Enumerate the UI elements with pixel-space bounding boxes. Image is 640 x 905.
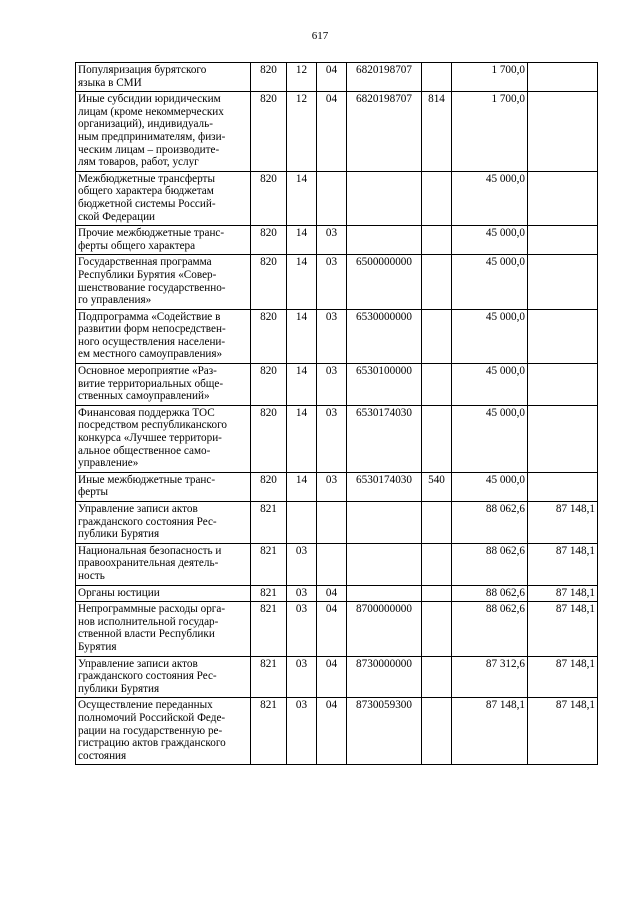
amount-cell: 88 062,6: [452, 543, 528, 585]
expense-type-cell: [422, 543, 452, 585]
item-name-cell: [76, 364, 251, 406]
item-name-line: ческим лицам – производите-: [78, 143, 220, 156]
expense-type-cell: [422, 656, 452, 698]
item-name-line: посредством республиканского: [78, 419, 228, 432]
section-cell: 12: [287, 92, 317, 172]
item-name-cell: [76, 405, 251, 472]
table-row: [76, 502, 598, 544]
target-article-cell: [347, 585, 422, 602]
item-name-line: Непрограммные расходы орга-: [78, 603, 226, 616]
item-name-line: Иные субсидии юридическим: [78, 93, 221, 106]
section-cell: 14: [287, 255, 317, 309]
item-name-line: языка в СМИ: [78, 76, 142, 89]
subsection-cell: 04: [317, 63, 347, 92]
item-name-line: организаций), индивидуаль-: [78, 118, 213, 131]
ved-cell: 820: [251, 92, 287, 172]
item-name-line: гражданского состояния Рес-: [78, 670, 217, 683]
item-name-line: лицам (кроме некоммерческих: [78, 105, 224, 118]
section-cell: 14: [287, 364, 317, 406]
target-article-cell: 6530000000: [347, 309, 422, 363]
amount-cell: 88 062,6: [452, 602, 528, 656]
item-name-line: Финансовая поддержка ТОС: [78, 406, 215, 419]
amount-cell: 45 000,0: [452, 255, 528, 309]
table-row: [76, 602, 598, 656]
ved-cell: 820: [251, 405, 287, 472]
expense-type-cell: 540: [422, 472, 452, 501]
target-article-cell: [347, 543, 422, 585]
amount-next-cell: 87 148,1: [528, 656, 598, 698]
target-article-cell: [347, 226, 422, 255]
amount-next-cell: [528, 226, 598, 255]
amount-next-cell: [528, 63, 598, 92]
item-name-cell: [76, 226, 251, 255]
section-cell: [287, 502, 317, 544]
table-row: [76, 656, 598, 698]
item-name-line: бюджетной системы Россий-: [78, 197, 216, 210]
item-name-line: ственных самоуправлений»: [78, 390, 210, 403]
item-name-line: Подпрограмма «Содействие в: [78, 310, 221, 323]
section-cell: 03: [287, 698, 317, 765]
ved-cell: 820: [251, 226, 287, 255]
item-name-line: Управление записи актов: [78, 657, 198, 670]
item-name-line: Государственная программа: [78, 256, 212, 269]
amount-cell: 45 000,0: [452, 226, 528, 255]
item-name-line: Бурятия: [78, 640, 117, 653]
subsection-cell: [317, 543, 347, 585]
target-article-cell: 8700000000: [347, 602, 422, 656]
subsection-cell: 04: [317, 585, 347, 602]
budget-table-body: [76, 63, 598, 765]
subsection-cell: 04: [317, 602, 347, 656]
amount-cell: 88 062,6: [452, 585, 528, 602]
expense-type-cell: [422, 698, 452, 765]
item-name-cell: [76, 92, 251, 172]
table-row: [76, 543, 598, 585]
section-cell: 03: [287, 602, 317, 656]
section-cell: 03: [287, 656, 317, 698]
item-name-cell: [76, 309, 251, 363]
amount-next-cell: [528, 255, 598, 309]
expense-type-cell: [422, 63, 452, 92]
amount-next-cell: 87 148,1: [528, 698, 598, 765]
item-name-line: конкурса «Лучшее территори-: [78, 432, 222, 445]
amount-cell: 45 000,0: [452, 309, 528, 363]
budget-table: [75, 62, 598, 765]
item-name-line: гражданского состояния Рес-: [78, 515, 217, 528]
amount-next-cell: [528, 364, 598, 406]
subsection-cell: 03: [317, 309, 347, 363]
ved-cell: 820: [251, 171, 287, 225]
item-name-cell: [76, 472, 251, 501]
subsection-cell: 03: [317, 405, 347, 472]
section-cell: 03: [287, 585, 317, 602]
amount-cell: 45 000,0: [452, 171, 528, 225]
ved-cell: 821: [251, 602, 287, 656]
table-row: [76, 226, 598, 255]
item-name-cell: [76, 255, 251, 309]
amount-next-cell: 87 148,1: [528, 502, 598, 544]
item-name-line: лям товаров, работ, услуг: [78, 156, 199, 169]
item-name-line: публики Бурятия: [78, 528, 160, 541]
item-name-line: Осуществление переданных: [78, 699, 213, 712]
item-name-line: ской Федерации: [78, 210, 156, 223]
expense-type-cell: [422, 502, 452, 544]
section-cell: 14: [287, 309, 317, 363]
item-name-cell: [76, 602, 251, 656]
section-cell: 14: [287, 226, 317, 255]
item-name-line: ферты общего характера: [78, 239, 196, 252]
amount-next-cell: [528, 309, 598, 363]
item-name-line: ного осуществления населени-: [78, 335, 226, 348]
section-cell: 14: [287, 472, 317, 501]
item-name-line: шенствование государственно-: [78, 281, 226, 294]
target-article-cell: 6820198707: [347, 63, 422, 92]
expense-type-cell: [422, 171, 452, 225]
section-cell: 12: [287, 63, 317, 92]
section-cell: 14: [287, 405, 317, 472]
item-name-line: ферты: [78, 486, 109, 499]
item-name-line: Органы юстиции: [78, 586, 160, 599]
amount-next-cell: [528, 171, 598, 225]
item-name-line: ственной власти Республики: [78, 628, 215, 641]
target-article-cell: 6500000000: [347, 255, 422, 309]
target-article-cell: 6820198707: [347, 92, 422, 172]
item-name-line: Межбюджетные трансферты: [78, 172, 215, 185]
expense-type-cell: 814: [422, 92, 452, 172]
item-name-line: Управление записи актов: [78, 503, 198, 515]
subsection-cell: 04: [317, 92, 347, 172]
subsection-cell: 03: [317, 226, 347, 255]
item-name-cell: [76, 543, 251, 585]
item-name-line: ем местного самоуправления»: [78, 348, 223, 361]
table-row: [76, 698, 598, 765]
amount-next-cell: [528, 92, 598, 172]
expense-type-cell: [422, 602, 452, 656]
item-name-line: Прочие межбюджетные транс-: [78, 227, 225, 240]
item-name-cell: [76, 656, 251, 698]
item-name-line: витие территориальных обще-: [78, 377, 224, 390]
table-row: [76, 255, 598, 309]
amount-cell: 87 148,1: [452, 698, 528, 765]
table-row: [76, 92, 598, 172]
item-name-line: правоохранительная деятель-: [78, 557, 219, 570]
expense-type-cell: [422, 405, 452, 472]
item-name-line: управление»: [78, 457, 139, 470]
ved-cell: 821: [251, 502, 287, 544]
ved-cell: 820: [251, 472, 287, 501]
section-cell: 14: [287, 171, 317, 225]
table-row: [76, 309, 598, 363]
ved-cell: 821: [251, 698, 287, 765]
item-name-cell: [76, 171, 251, 225]
subsection-cell: 03: [317, 255, 347, 309]
expense-type-cell: [422, 585, 452, 602]
item-name-line: ность: [78, 569, 105, 582]
item-name-line: го управления»: [78, 294, 152, 307]
item-name-line: полномочий Российской Феде-: [78, 711, 226, 724]
subsection-cell: 03: [317, 364, 347, 406]
ved-cell: 820: [251, 309, 287, 363]
target-article-cell: 6530100000: [347, 364, 422, 406]
subsection-cell: 04: [317, 656, 347, 698]
expense-type-cell: [422, 255, 452, 309]
amount-next-cell: 87 148,1: [528, 602, 598, 656]
section-cell: 03: [287, 543, 317, 585]
amount-cell: 1 700,0: [452, 63, 528, 92]
item-name-line: Республики Бурятия «Совер-: [78, 268, 217, 281]
expense-type-cell: [422, 309, 452, 363]
item-name-line: Иные межбюджетные транс-: [78, 473, 216, 486]
item-name-line: состояния: [78, 749, 127, 762]
amount-cell: 88 062,6: [452, 502, 528, 544]
target-article-cell: 6530174030: [347, 472, 422, 501]
expense-type-cell: [422, 364, 452, 406]
item-name-line: нов исполнительной государ-: [78, 615, 219, 628]
subsection-cell: [317, 171, 347, 225]
amount-cell: 45 000,0: [452, 472, 528, 501]
target-article-cell: 8730000000: [347, 656, 422, 698]
subsection-cell: [317, 502, 347, 544]
item-name-cell: [76, 63, 251, 92]
amount-cell: 1 700,0: [452, 92, 528, 172]
table-row: [76, 472, 598, 501]
ved-cell: 820: [251, 63, 287, 92]
subsection-cell: 03: [317, 472, 347, 501]
item-name-cell: [76, 698, 251, 765]
target-article-cell: [347, 502, 422, 544]
item-name-cell: [76, 502, 251, 544]
page-number: 617: [311, 30, 329, 42]
item-name-line: Основное мероприятие «Раз-: [78, 365, 217, 378]
amount-cell: 45 000,0: [452, 364, 528, 406]
table-row: [76, 171, 598, 225]
table-row: [76, 585, 598, 602]
table-row: [76, 364, 598, 406]
amount-next-cell: [528, 405, 598, 472]
amount-next-cell: [528, 472, 598, 501]
item-name-line: общего характера бюджетам: [78, 185, 214, 198]
ved-cell: 821: [251, 543, 287, 585]
item-name-line: публики Бурятия: [78, 682, 160, 695]
ved-cell: 821: [251, 585, 287, 602]
expense-type-cell: [422, 226, 452, 255]
item-name-line: рации на государственную ре-: [78, 724, 223, 737]
item-name-line: альное общественное само-: [78, 444, 211, 457]
item-name-cell: [76, 585, 251, 602]
target-article-cell: 8730059300: [347, 698, 422, 765]
amount-next-cell: 87 148,1: [528, 543, 598, 585]
ved-cell: 821: [251, 656, 287, 698]
ved-cell: 820: [251, 364, 287, 406]
table-row: [76, 63, 598, 92]
item-name-line: Популяризация бурятского: [78, 64, 207, 76]
subsection-cell: 04: [317, 698, 347, 765]
item-name-line: развитии форм непосредствен-: [78, 323, 226, 336]
item-name-line: Национальная безопасность и: [78, 544, 222, 557]
table-row: [76, 405, 598, 472]
target-article-cell: [347, 171, 422, 225]
target-article-cell: 6530174030: [347, 405, 422, 472]
item-name-line: ным предпринимателям, физи-: [78, 130, 226, 143]
item-name-line: гистрацию актов гражданского: [78, 737, 226, 750]
amount-cell: 87 312,6: [452, 656, 528, 698]
amount-next-cell: 87 148,1: [528, 585, 598, 602]
amount-cell: 45 000,0: [452, 405, 528, 472]
ved-cell: 820: [251, 255, 287, 309]
